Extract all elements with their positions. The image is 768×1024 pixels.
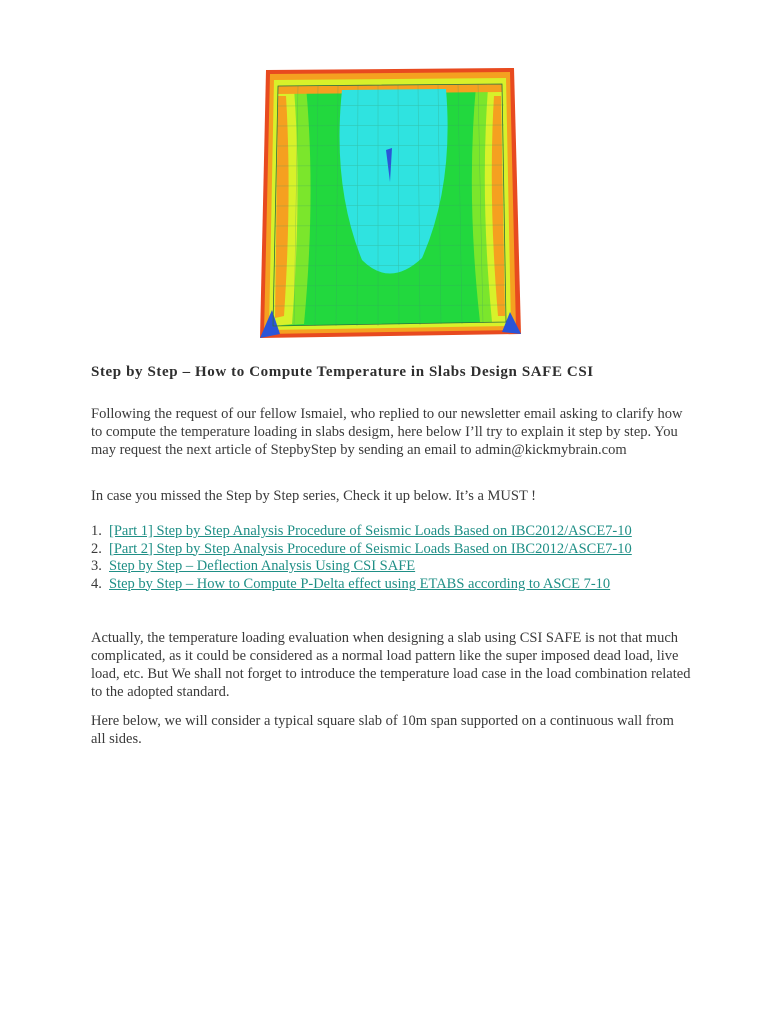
- list-number: 2.: [91, 540, 102, 557]
- series-link-part-2[interactable]: [Part 2] Step by Step Analysis Procedure of Seismic Loads Based on IBC2012/ASCE7-10: [109, 540, 632, 557]
- series-link-p-delta[interactable]: Step by Step – How to Compute P-Delta effect using ETABS according to ASCE 7-10: [109, 575, 611, 592]
- slab-contour-figure: [258, 66, 523, 342]
- body-paragraph-2: Here below, we will consider a typical square slab of 10m span supported on a continuous wall from all sides.: [91, 713, 674, 747]
- intro-paragraph: Following the request of our fellow Ismaiel, who replied to our newsletter email asking to clarify how to compute the temperature loading in slabs desigm, here below I’ll try to explain it step by step. You may request the next article of StepbyStep by sending an email to admin@kickmybrain.com: [91, 406, 683, 458]
- list-number: 4.: [91, 575, 102, 592]
- series-link-deflection[interactable]: Step by Step – Deflection Analysis Using CSI SAFE: [109, 558, 416, 574]
- series-link-list: [91, 523, 711, 593]
- list-item: [91, 576, 711, 594]
- body-paragraph-1: Actually, the temperature loading evaluation when designing a slab using CSI SAFE is not that much complicated, as it could be considered as a normal load pattern like the super imposed dead load, live load, etc. But We shall not forget to introduce the temperature load case in the load combination related to the adopted standard.: [91, 630, 691, 700]
- series-note: In case you missed the Step by Step series, Check it up below. It’s a MUST !: [91, 488, 537, 504]
- series-link-part-1[interactable]: [Part 1] Step by Step Analysis Procedure of Seismic Loads Based on IBC2012/ASCE7-10: [109, 523, 632, 539]
- list-item: [91, 541, 711, 559]
- list-number: 1.: [91, 523, 102, 539]
- list-item: [91, 523, 711, 541]
- article-title: Step by Step – How to Compute Temperature in Slabs Design SAFE CSI: [91, 364, 594, 380]
- list-number: 3.: [91, 558, 102, 574]
- contour-plot-svg: [258, 66, 523, 342]
- list-item: [91, 558, 711, 576]
